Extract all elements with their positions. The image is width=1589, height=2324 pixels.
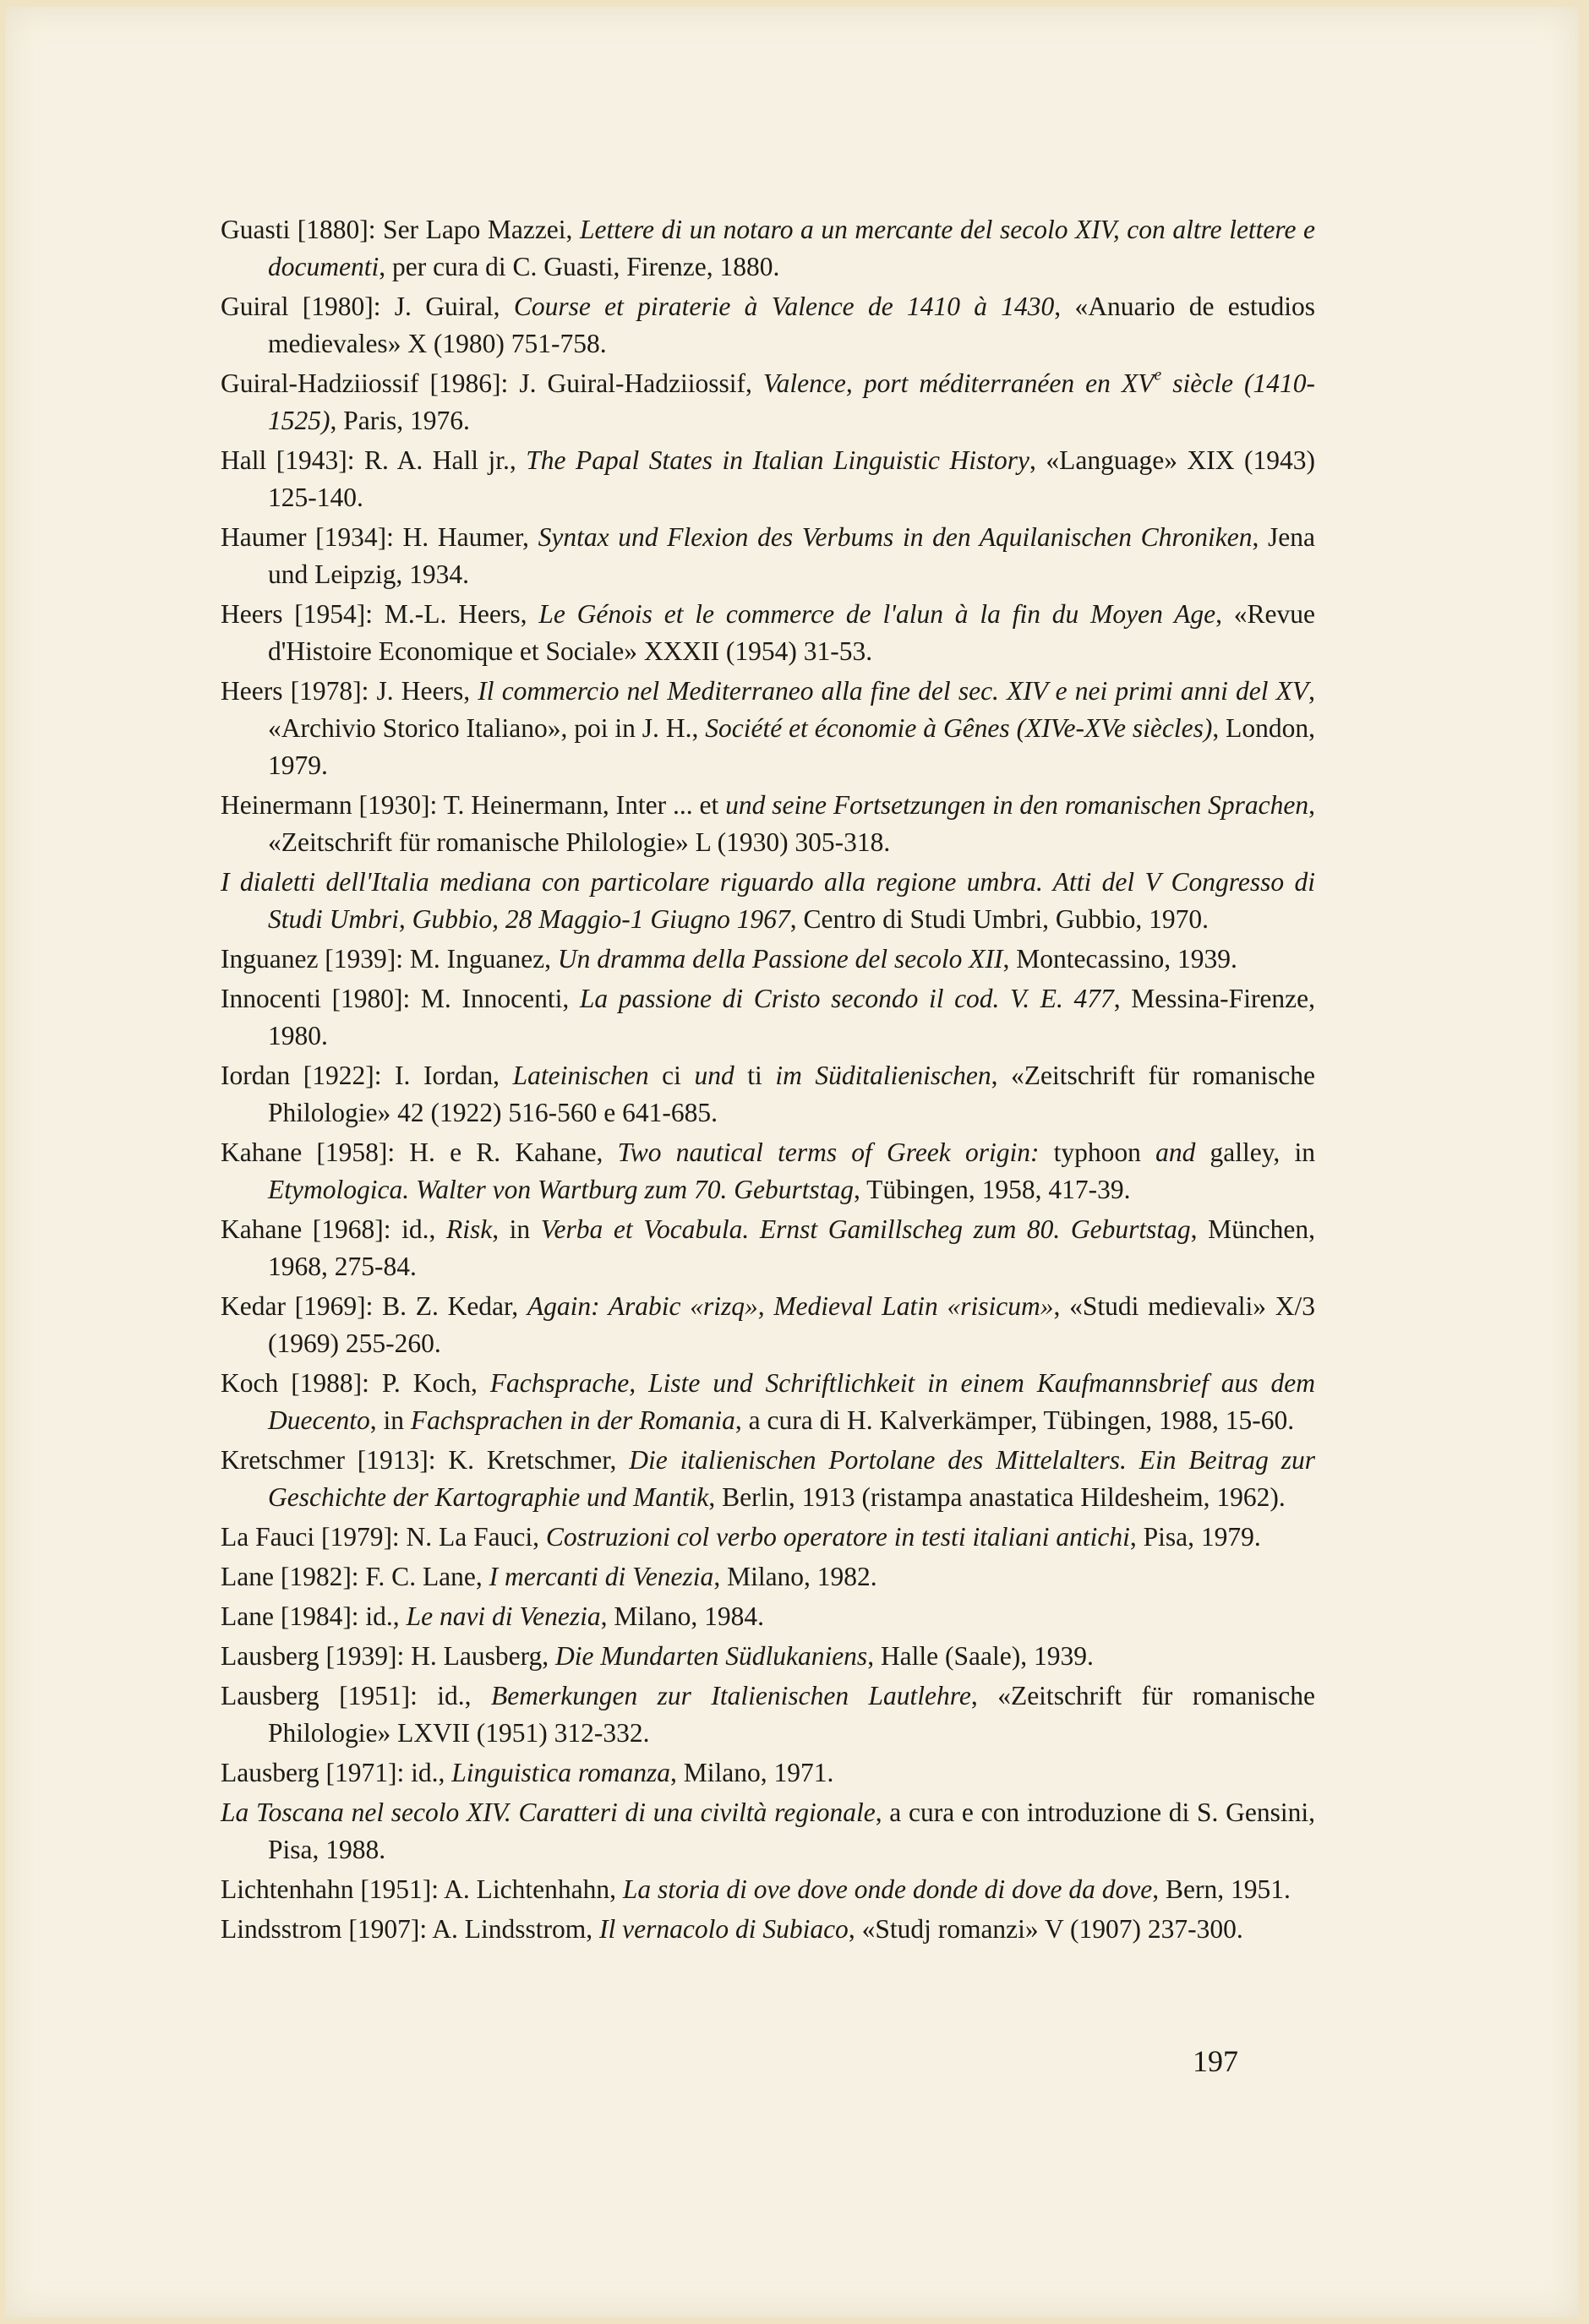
entry-text-segment: , in — [369, 1405, 411, 1435]
bibliography-entry — [221, 787, 1315, 861]
entry-text-segment: , Halle (Saale), 1939. — [867, 1641, 1094, 1671]
bibliography-entry — [221, 1558, 1315, 1596]
entry-title-segment: The Papal States in Italian Linguistic History — [526, 445, 1029, 475]
bibliography-entry — [221, 1365, 1315, 1439]
entry-text-segment: La Fauci [1979]: N. La Fauci, — [221, 1522, 546, 1552]
bibliography-entry — [221, 519, 1315, 593]
entry-text-segment: Guiral [1980]: J. Guiral, — [221, 292, 514, 321]
entry-title-segment: Lettere di un notaro a un mercante del secolo XIV, con altre lettere e documenti — [268, 215, 1316, 281]
entry-title-segment: Il vernacolo di Subiaco — [599, 1914, 849, 1944]
entry-text-segment: Heers [1954]: M.-L. Heers, — [221, 599, 539, 629]
entry-title-segment: and — [1155, 1137, 1196, 1167]
entry-text-segment: , München, 1968, 275-84. — [268, 1214, 1315, 1281]
entry-text-segment: , Milano, 1982. — [713, 1562, 877, 1591]
entry-text-segment: Inguanez [1939]: M. Inguanez, — [221, 944, 558, 974]
bibliography-entry — [221, 1519, 1315, 1556]
entry-title-segment: Il commercio nel Mediterraneo alla fine del sec. XIV e nei primi anni del XV — [478, 676, 1309, 706]
entry-title-segment: Two nautical terms of Greek origin: — [617, 1137, 1040, 1167]
entry-text-segment: , Milano, 1971. — [670, 1758, 834, 1787]
entry-text-segment: , Montecassino, 1939. — [1002, 944, 1237, 974]
entry-text-segment: Innocenti [1980]: M. Innocenti, — [221, 984, 580, 1013]
entry-text-segment: Iordan [1922]: I. Iordan, — [221, 1061, 513, 1090]
bibliography-entry — [221, 1794, 1315, 1868]
entry-text-segment: ti — [734, 1061, 776, 1090]
entry-text-segment: Kahane [1958]: H. e R. Kahane, — [221, 1137, 618, 1167]
entry-text-segment: Lane [1982]: F. C. Lane, — [221, 1562, 489, 1591]
bibliography-entry — [221, 1678, 1315, 1752]
entry-text-segment: , London, 1979. — [268, 713, 1315, 780]
bibliography-entry — [221, 1871, 1315, 1908]
entry-title-segment: Un dramma della Passione del secolo XII — [557, 944, 1003, 974]
entry-text-segment: Lausberg [1951]: id., — [221, 1681, 492, 1710]
entry-title-segment: Fachsprachen in der Romania — [410, 1405, 735, 1435]
entry-title-segment: Linguistica romanza — [451, 1758, 670, 1787]
entry-text-segment: Haumer [1934]: H. Haumer, — [221, 522, 538, 552]
entry-title-segment: La Toscana nel secolo XIV. Caratteri di una civiltà regionale — [221, 1798, 876, 1827]
entry-text-segment: , Milano, 1984. — [600, 1601, 765, 1631]
entry-text-segment: Lichtenhahn [1951]: A. Lichtenhahn, — [221, 1874, 623, 1904]
entry-title-segment: Société et économie à Gênes (XIVe-XVe siècles) — [705, 713, 1213, 743]
entry-text-segment: , Pisa, 1979. — [1129, 1522, 1261, 1552]
bibliography-entry — [221, 365, 1315, 439]
entry-text-segment: , «Revue d'Histoire Economique et Sociale» XXXII (1954) 31-53. — [268, 599, 1315, 666]
entry-title-segment: Fachsprache, Liste und Schriftlichkeit in einem Kaufmannsbrief aus dem Duecento — [268, 1368, 1315, 1435]
entry-text-segment: Guiral-Hadziiossif [1986]: J. Guiral-Hadziiossif, — [221, 368, 763, 398]
entry-title-segment: Lateinischen — [512, 1061, 649, 1090]
entry-title-segment: Die Mundarten Südlukaniens — [555, 1641, 868, 1671]
bibliography-entry — [221, 596, 1315, 670]
entry-text-segment: , Tübingen, 1958, 417-39. — [854, 1175, 1131, 1204]
entry-title-segment: Again: Arabic «rizq», Medieval Latin «risicum» — [527, 1291, 1054, 1321]
entry-title-segment: und — [694, 1061, 734, 1090]
entry-title-segment: Costruzioni col verbo operatore in testi italiani antichi — [545, 1522, 1130, 1552]
entry-title-segment: Verba et Vocabula. Ernst Gamillscheg zum 80. Geburtstag — [540, 1214, 1191, 1244]
bibliography-entry — [221, 288, 1315, 363]
entry-title-segment: und seine Fortsetzungen in den romanischen Sprachen — [725, 790, 1309, 820]
entry-text-segment: , Bern, 1951. — [1152, 1874, 1291, 1904]
entry-text-segment: Lausberg [1939]: H. Lausberg, — [221, 1641, 555, 1671]
entry-title-segment: Syntax und Flexion des Verbums in den Aquilanischen Chroniken — [538, 522, 1253, 552]
entry-title-segment: siècle (1410-1525) — [268, 368, 1315, 435]
entry-text-segment: , «Studi medievali» X/3 (1969) 255-260. — [268, 1291, 1315, 1358]
entry-title-segment: Etymologica. Walter von Wartburg zum 70. Geburtstag — [268, 1175, 854, 1204]
entry-text-segment: , Berlin, 1913 (ristampa anastatica Hildesheim, 1962). — [708, 1482, 1286, 1512]
page-number: 197 — [1193, 2044, 1238, 2078]
bibliography-entry — [221, 1442, 1315, 1516]
entry-text-segment: Lindsstrom [1907]: A. Lindsstrom, — [221, 1914, 599, 1944]
entry-title-segment: e — [1154, 366, 1162, 385]
entry-text-segment: , in — [492, 1214, 541, 1244]
entry-text-segment: , «Zeitschrift für romanische Philologie» 42 (1922) 516-560 e 641-685. — [268, 1061, 1315, 1127]
entry-text-segment: Heers [1978]: J. Heers, — [221, 676, 478, 706]
entry-text-segment: , a cura e con introduzione di S. Gensini, Pisa, 1988. — [268, 1798, 1315, 1864]
entry-text-segment: Kedar [1969]: B. Z. Kedar, — [221, 1291, 527, 1321]
entry-title-segment: Le Génois et le commerce de l'alun à la fin du Moyen Age — [538, 599, 1216, 629]
entry-text-segment: Heinermann [1930]: T. Heinermann, Inter ... et — [221, 790, 726, 820]
entry-text-segment: Kretschmer [1913]: K. Kretschmer, — [221, 1445, 630, 1475]
entry-title-segment: I mercanti di Venezia — [489, 1562, 714, 1591]
entry-title-segment: Bemerkungen zur Italienischen Lautlehre — [491, 1681, 971, 1710]
entry-title-segment: Risk — [445, 1214, 493, 1244]
bibliography-entry — [221, 1598, 1315, 1635]
entry-title-segment: I dialetti dell'Italia mediana con particolare riguardo alla regione umbra. Atti del V Congresso di Studi Umbri, Gubbio, 28 Maggio-1 Giugno 1967 — [221, 867, 1315, 934]
entry-text-segment: , «Zeitschrift für romanische Philologie» LXVII (1951) 312-332. — [268, 1681, 1316, 1748]
bibliography-entry — [221, 1057, 1315, 1132]
entry-text-segment: typhoon — [1039, 1137, 1156, 1167]
entry-text-segment: Koch [1988]: P. Koch, — [221, 1368, 490, 1398]
entry-text-segment: , «Archivio Storico Italiano», poi in J. H., — [268, 676, 1315, 743]
entry-text-segment: , Centro di Studi Umbri, Gubbio, 1970. — [789, 904, 1209, 934]
entry-text-segment: Kahane [1968]: id., — [221, 1214, 446, 1244]
entry-text-segment: , «Language» XIX (1943) 125-140. — [268, 445, 1315, 512]
bibliography-entry — [221, 864, 1315, 938]
entry-text-segment: , Paris, 1976. — [330, 406, 470, 435]
entry-text-segment: Lane [1984]: id., — [221, 1601, 407, 1631]
bibliography-entry — [221, 1211, 1315, 1285]
entry-text-segment: , Messina-Firenze, 1980. — [268, 984, 1316, 1050]
entry-text-segment: Guasti [1880]: Ser Lapo Mazzei, — [221, 215, 580, 244]
bibliography-entry — [221, 1638, 1315, 1675]
entry-text-segment: ci — [648, 1061, 695, 1090]
entry-title-segment: Le navi di Venezia — [406, 1601, 601, 1631]
entry-title-segment: La passione di Cristo secondo il cod. V. E. 477 — [579, 984, 1114, 1013]
bibliography-entry — [221, 1754, 1315, 1792]
entry-text-segment: , «Anuario de estudios medievales» X (1980) 751-758. — [268, 292, 1315, 358]
entry-title-segment: La storia di ove dove onde donde di dove da dove — [622, 1874, 1153, 1904]
entry-text-segment: Hall [1943]: R. A. Hall jr., — [221, 445, 527, 475]
bibliography-entry — [221, 1288, 1315, 1362]
entry-title-segment: Die italienischen Portolane des Mittelalters. Ein Beitrag zur Geschichte der Kartographie und Mantik — [268, 1445, 1315, 1512]
bibliography-entry — [221, 980, 1315, 1055]
entry-text-segment: , a cura di H. Kalverkämper, Tübingen, 1988, 15-60. — [734, 1405, 1295, 1435]
bibliography-entry — [221, 442, 1315, 516]
bibliography-entry — [221, 941, 1315, 978]
entry-text-segment: , per cura di C. Guasti, Firenze, 1880. — [379, 252, 780, 281]
entry-text-segment: Lausberg [1971]: id., — [221, 1758, 452, 1787]
entry-title-segment: Course et piraterie à Valence de 1410 à 1430 — [513, 292, 1055, 321]
book-page — [5, 7, 1579, 2317]
entry-text-segment: , «Studj romanzi» V (1907) 237-300. — [848, 1914, 1243, 1944]
entry-title-segment: im Süditalienischen — [775, 1061, 991, 1090]
bibliography-entry — [221, 1911, 1315, 1948]
bibliography-list — [221, 211, 1315, 1950]
bibliography-entry — [221, 211, 1315, 286]
entry-text-segment: , «Zeitschrift für romanische Philologie» L (1930) 305-318. — [268, 790, 1315, 857]
entry-title-segment: Valence, port méditerranéen en XV — [762, 368, 1155, 398]
entry-text-segment: galley, in — [1195, 1137, 1315, 1167]
bibliography-entry — [221, 673, 1315, 784]
entry-text-segment: , Jena und Leipzig, 1934. — [268, 522, 1315, 589]
bibliography-entry — [221, 1134, 1315, 1208]
